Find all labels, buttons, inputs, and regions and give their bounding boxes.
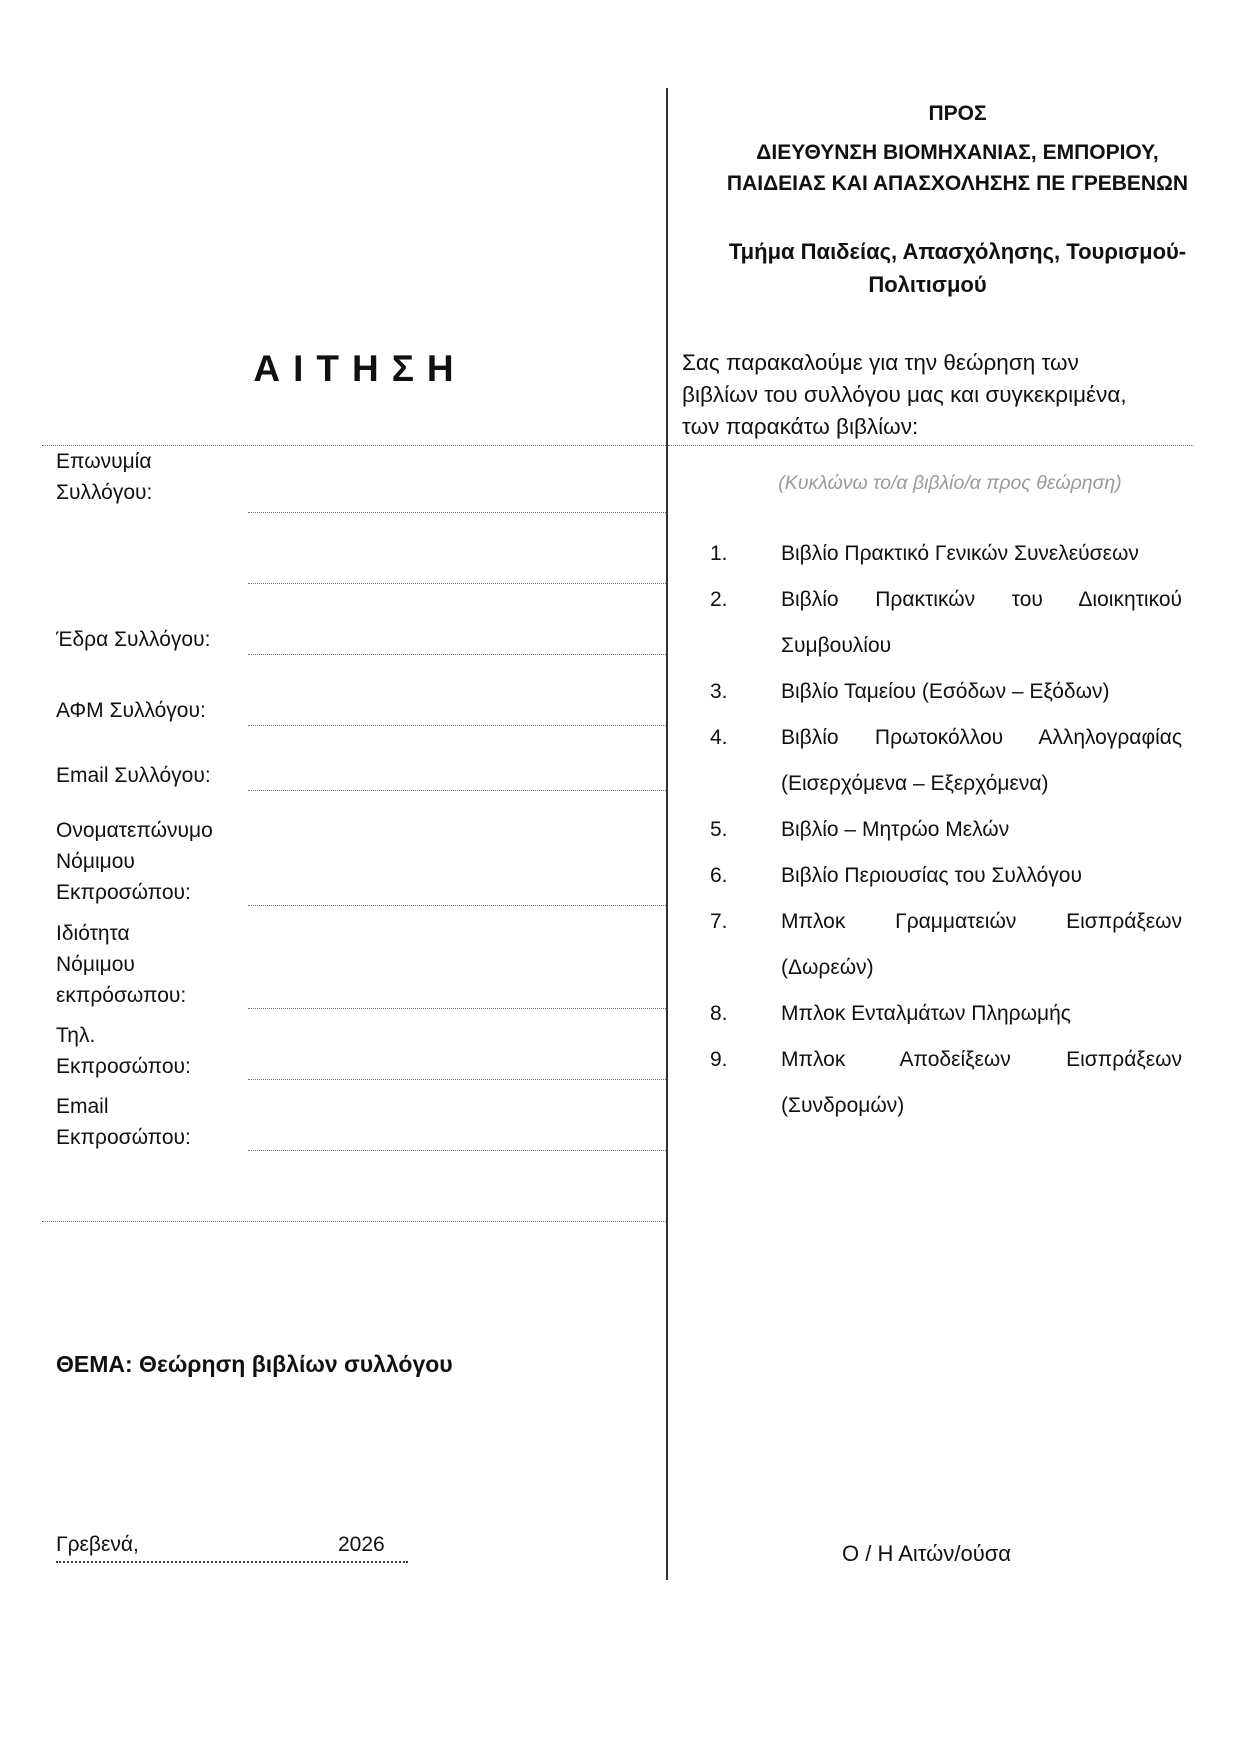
book-title: Βιβλίο Περιουσίας του Συλλόγου (781, 864, 1082, 887)
date-year: 2026 (338, 1533, 385, 1556)
book-title: Βιβλίο Πρακτικών του Διοικητικού (781, 588, 1182, 611)
label-line: Εκπροσώπου: (56, 1126, 191, 1149)
field-line-rep-name[interactable] (248, 905, 666, 906)
book-number: 3. (710, 680, 728, 703)
book-title-cont: Συμβουλίου (781, 634, 892, 657)
book-title-cont: (Εισερχόμενα – Εξερχόμενα) (781, 772, 1049, 795)
header-separator-right (668, 445, 1194, 446)
recipient-directorate-line1: ΔΙΕΥΘΥΝΣΗ ΒΙΟΜΗΧΑΝΙΑΣ, ΕΜΠΟΡΙΟΥ, (756, 141, 1159, 164)
label-tax-id: ΑΦΜ Συλλόγου: (56, 699, 206, 722)
book-title: Βιβλίο – Μητρώο Μελών (781, 818, 1010, 841)
recipient-department-line1: Τμήμα Παιδείας, Απασχόλησης, Τουρισμού- (728, 239, 1187, 264)
field-line-rep-phone[interactable] (248, 1079, 666, 1080)
label-line: Συλλόγου: (56, 481, 153, 504)
field-line-rep-capacity[interactable] (248, 1008, 666, 1009)
book-number: 9. (710, 1048, 728, 1071)
book-title: Βιβλίο Πρακτικό Γενικών Συνελεύσεων (781, 542, 1139, 565)
book-number: 1. (710, 542, 728, 565)
book-number: 6. (710, 864, 728, 887)
field-line-association-name[interactable] (248, 512, 666, 513)
date-field-line[interactable] (56, 1561, 408, 1563)
label-line: Τηλ. (56, 1024, 96, 1047)
book-number: 7. (710, 910, 728, 933)
book-number: 8. (710, 1002, 728, 1025)
book-number: 2. (710, 588, 728, 611)
field-line-association-name-2[interactable] (248, 583, 666, 584)
column-divider (666, 88, 668, 1580)
book-title-cont: (Συνδρομών) (781, 1094, 905, 1117)
recipient-to: ΠΡΟΣ (928, 102, 987, 125)
label-line: Νόμιμου (56, 953, 135, 976)
label-line: Εκπροσώπου: (56, 1055, 191, 1078)
intro-paragraph (682, 347, 1202, 443)
book-title: Βιβλίο Πρωτοκόλλου Αλληλογραφίας (781, 726, 1182, 749)
intro-line: Σας παρακαλούμε για την θεώρηση των (682, 350, 1079, 375)
label-line: Ονοματεπώνυμο (56, 819, 213, 842)
subject-line: ΘΕΜΑ: Θεώρηση βιβλίων συλλόγου (56, 1351, 453, 1377)
book-number: 5. (710, 818, 728, 841)
date-city: Γρεβενά, (56, 1533, 139, 1556)
intro-line: των παρακάτω βιβλίων: (682, 414, 919, 439)
label-rep-phone (56, 1020, 191, 1082)
label-line: Νόμιμου (56, 850, 135, 873)
label-line: Ιδιότητα (56, 922, 130, 945)
field-line-rep-email[interactable] (248, 1150, 666, 1151)
field-line-email[interactable] (248, 790, 666, 791)
book-title: Μπλοκ Γραμματειών Εισπράξεων (781, 910, 1182, 933)
form-bottom-line (42, 1221, 666, 1222)
page-title: ΑΙΤΗΣΗ (253, 348, 467, 389)
book-title: Μπλοκ Ενταλμάτων Πληρωμής (781, 1002, 1071, 1025)
label-seat: Έδρα Συλλόγου: (56, 628, 211, 651)
label-rep-email (56, 1091, 191, 1153)
field-line-seat[interactable] (248, 654, 666, 655)
intro-line: βιβλίων του συλλόγου μας και συγκεκριμένα, (682, 382, 1127, 407)
label-rep-capacity (56, 918, 186, 1011)
label-email: Email Συλλόγου: (56, 764, 211, 787)
label-line: Εκπροσώπου: (56, 881, 191, 904)
instruction-note: (Κυκλώνω το/α βιβλίο/α προς θεώρηση) (778, 472, 1122, 494)
field-line-tax-id[interactable] (248, 725, 666, 726)
label-association-name (56, 446, 152, 508)
signature-label: Ο / Η Αιτών/ούσα (842, 1541, 1012, 1566)
recipient-directorate-line2: ΠΑΙΔΕΙΑΣ ΚΑΙ ΑΠΑΣΧΟΛΗΣΗΣ ΠΕ ΓΡΕΒΕΝΩΝ (726, 172, 1189, 195)
book-title: Βιβλίο Ταμείου (Εσόδων – Εξόδων) (781, 680, 1110, 703)
label-rep-name (56, 815, 213, 908)
book-title-cont: (Δωρεών) (781, 956, 874, 979)
recipient-department-line2: Πολιτισμού (868, 272, 987, 297)
label-line: εκπρόσωπου: (56, 984, 187, 1007)
book-number: 4. (710, 726, 728, 749)
label-line: Επωνυμία (56, 450, 152, 473)
book-title: Μπλοκ Αποδείξεων Εισπράξεων (781, 1048, 1182, 1071)
label-line: Email (56, 1095, 109, 1118)
